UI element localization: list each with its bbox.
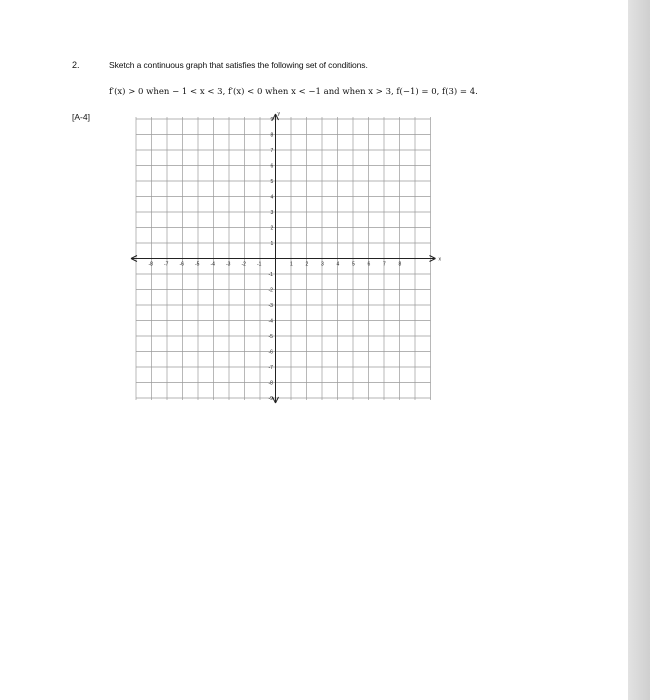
- x-axis-label: x: [438, 256, 441, 263]
- y-tick-label: -2: [268, 287, 273, 294]
- coordinate-grid[interactable]: [128, 110, 488, 410]
- question-number: 2.: [72, 60, 80, 70]
- x-tick-label: 5: [352, 261, 355, 268]
- x-tick-label: -8: [148, 261, 153, 268]
- x-tick-label: 2: [305, 261, 309, 268]
- y-tick-label: -7: [268, 365, 273, 371]
- x-tick-label: 6: [367, 261, 371, 268]
- x-tick-label: -2: [241, 261, 246, 268]
- x-tick-label: -3: [226, 261, 231, 268]
- x-tick-label: -1: [257, 261, 262, 268]
- tick-labels: [149, 111, 442, 402]
- viewer-gutter: [628, 0, 650, 700]
- y-tick-label: 6: [270, 163, 274, 170]
- y-tick-label: 5: [270, 179, 274, 185]
- y-tick-label: -1: [268, 272, 273, 278]
- question-conditions: f′(x) > 0 when − 1 < x < 3, f′(x) < 0 when x < −1 and when x > 3, f(−1) = 0, f(3) = 4.: [109, 87, 478, 97]
- y-axis-label: y: [277, 111, 280, 117]
- x-tick-label: 7: [383, 261, 386, 268]
- y-tick-label: -3: [268, 303, 273, 309]
- achievement-level-tag: [A-4]: [72, 112, 90, 122]
- y-tick-label: -6: [268, 349, 273, 356]
- y-tick-label: -4: [268, 318, 273, 325]
- axes: [131, 114, 436, 403]
- y-tick-label: 1: [270, 241, 274, 247]
- y-tick-label: 9: [270, 117, 274, 123]
- x-tick-label: 8: [398, 261, 402, 268]
- x-tick-label: -6: [179, 261, 184, 268]
- y-tick-label: 2: [270, 225, 274, 232]
- y-tick-label: 3: [270, 210, 274, 216]
- x-tick-label: -4: [210, 261, 215, 268]
- x-tick-label: -7: [164, 261, 169, 268]
- y-tick-label: -9: [268, 396, 273, 402]
- x-tick-label: 1: [290, 261, 293, 268]
- y-tick-label: 8: [270, 132, 274, 139]
- question-prompt: Sketch a continuous graph that satisfies the following set of conditions.: [109, 60, 368, 70]
- x-tick-label: -5: [195, 261, 200, 268]
- y-tick-label: 4: [270, 194, 274, 201]
- x-tick-label: 4: [336, 261, 340, 268]
- x-tick-label: 3: [321, 261, 324, 268]
- grid-svg: [128, 110, 488, 405]
- y-tick-label: -5: [268, 334, 273, 340]
- y-tick-label: -8: [268, 380, 273, 387]
- y-tick-label: 7: [270, 148, 274, 154]
